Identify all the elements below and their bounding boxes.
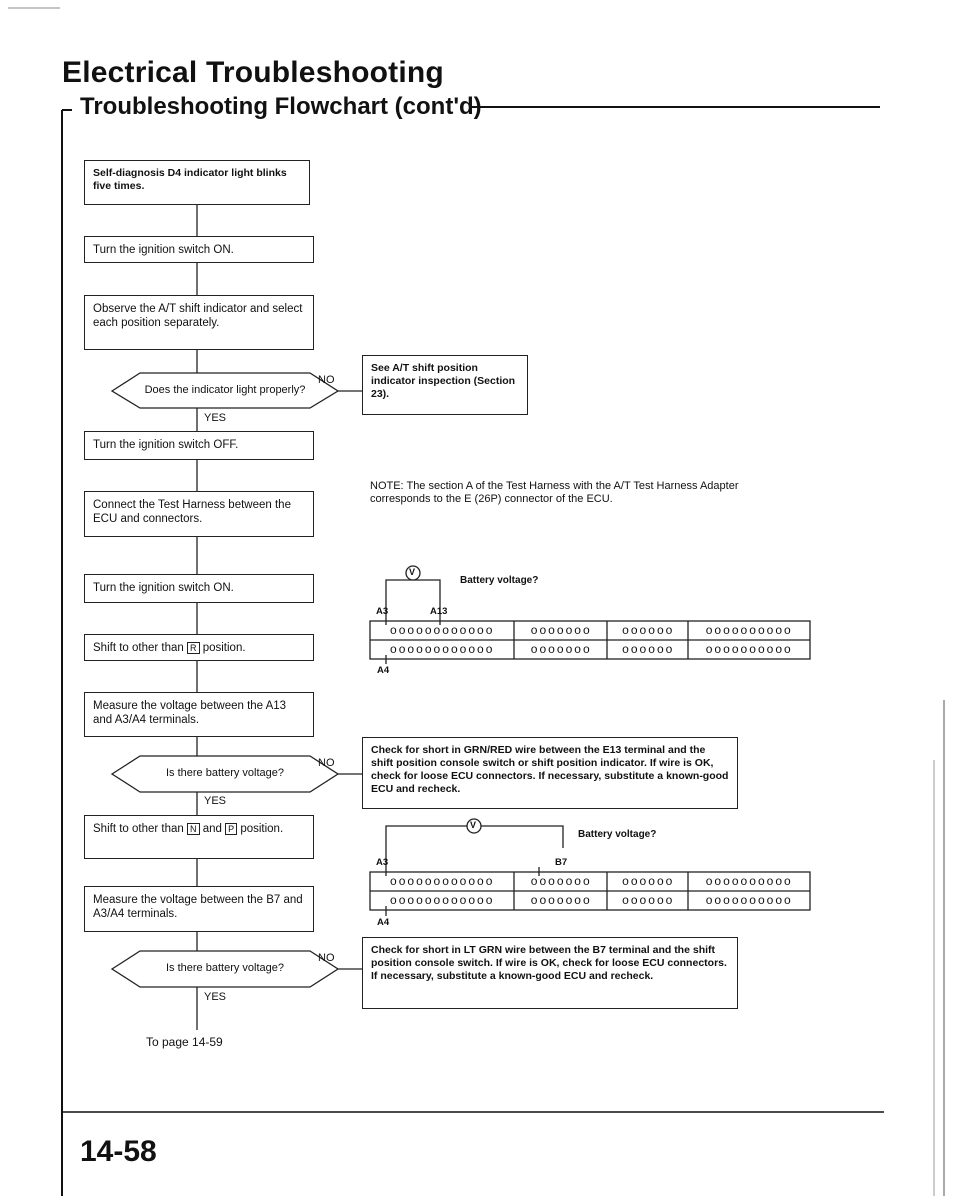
connector2-row2-group4: oooooooooo — [705, 894, 793, 908]
connector1-row2-group3: oooooo — [621, 643, 675, 657]
connector2-row2-group2: ooooooo — [530, 894, 592, 908]
connector1-row1-group4: oooooooooo — [705, 624, 793, 638]
flow-step-observe-indicator: Observe the A/T shift indicator and select each position separately. — [84, 295, 314, 350]
key-n-icon: N — [187, 823, 200, 835]
flow-yes-label-1: YES — [204, 412, 227, 424]
page-number: 14-58 — [80, 1135, 157, 1168]
connector1-row2-group4: oooooooooo — [705, 643, 793, 657]
flow-no-action-indicator-inspection: See A/T shift position indicator inspection (Section 23). — [362, 355, 528, 415]
flow-no-action-grn-red: Check for short in GRN/RED wire between the E13 terminal and the shift position console switch or shift position indicator. If wire is OK, check for loose ECU connectors. If necessary, substitute a known-good ECU and recheck. — [362, 737, 738, 809]
shift-not-r-post: position. — [202, 642, 246, 654]
pin-a3-label-1: A3 — [376, 606, 389, 617]
battery-voltage-label-2: Battery voltage? — [578, 829, 657, 840]
connector1-row2-group1: oooooooooooo — [389, 643, 495, 657]
to-page-label: To page 14-59 — [146, 1035, 223, 1049]
pin-a13-label: A13 — [430, 606, 448, 617]
connector1-row1-group2: ooooooo — [530, 624, 592, 638]
flow-step-measure-b7: Measure the voltage between the B7 and A3/A4 terminals. — [84, 886, 314, 932]
shift-not-np-post: position. — [240, 823, 284, 835]
flow-step-measure-a13: Measure the voltage between the A13 and A3/A4 terminals. — [84, 692, 314, 737]
shift-not-np-pre: Shift to other than — [93, 823, 184, 835]
pin-a3-label-2: A3 — [376, 857, 389, 868]
flow-yes-label-2: YES — [204, 795, 227, 807]
harness-note: NOTE: The section A of the Test Harness with the A/T Test Harness Adapter corresponds to the E (26P) connector of the ECU. — [370, 480, 739, 505]
shift-not-np-mid: and — [202, 823, 222, 835]
connector2-row2-group3: oooooo — [621, 894, 675, 908]
connector2-row1-group2: ooooooo — [530, 875, 592, 889]
shift-not-r-pre: Shift to other than — [93, 642, 184, 654]
pin-b7-label: B7 — [555, 857, 568, 868]
connector2-row1-group4: oooooooooo — [705, 875, 793, 889]
flow-step-connect-harness: Connect the Test Harness between the ECU and connectors. — [84, 491, 314, 537]
connector1-row1-group3: oooooo — [621, 624, 675, 638]
pin-a4-label-2: A4 — [377, 917, 390, 928]
flow-decision-indicator: Does the indicator light properly? — [144, 384, 306, 396]
flow-no-label-2: NO — [318, 757, 335, 769]
connector2-row2-group1: oooooooooooo — [389, 894, 495, 908]
battery-voltage-label-1: Battery voltage? — [460, 575, 539, 586]
connector1-row2-group2: ooooooo — [530, 643, 592, 657]
flow-no-label-1: NO — [318, 374, 335, 386]
flow-start-box: Self-diagnosis D4 indicator light blinks five times. — [84, 160, 310, 205]
key-r-icon: R — [187, 642, 200, 654]
connector1-row1-group1: oooooooooooo — [389, 624, 495, 638]
pin-a4-label-1: A4 — [377, 665, 390, 676]
key-p-icon: P — [225, 823, 237, 835]
connector2-row1-group1: oooooooooooo — [389, 875, 495, 889]
connector2-row1-group3: oooooo — [621, 875, 675, 889]
flow-step-ignition-on-2: Turn the ignition switch ON. — [84, 574, 314, 603]
page-title: Electrical Troubleshooting — [62, 56, 444, 89]
voltmeter-icon-2: V — [470, 820, 477, 830]
page-subtitle: Troubleshooting Flowchart (cont'd) — [80, 93, 482, 120]
flow-no-action-lt-grn: Check for short in LT GRN wire between the B7 terminal and the shift position console switch. If wire is OK, check for loose ECU connectors. If necessary, substitute a known-good ECU and recheck. — [362, 937, 738, 1009]
flow-step-ignition-on: Turn the ignition switch ON. — [84, 236, 314, 263]
flow-no-label-3: NO — [318, 952, 335, 964]
flow-yes-label-3: YES — [204, 991, 227, 1003]
flow-decision-voltage-1: Is there battery voltage? — [165, 767, 284, 779]
voltmeter-icon-1: V — [409, 567, 416, 577]
flow-decision-voltage-2: Is there battery voltage? — [165, 962, 284, 974]
flow-step-ignition-off: Turn the ignition switch OFF. — [84, 431, 314, 460]
